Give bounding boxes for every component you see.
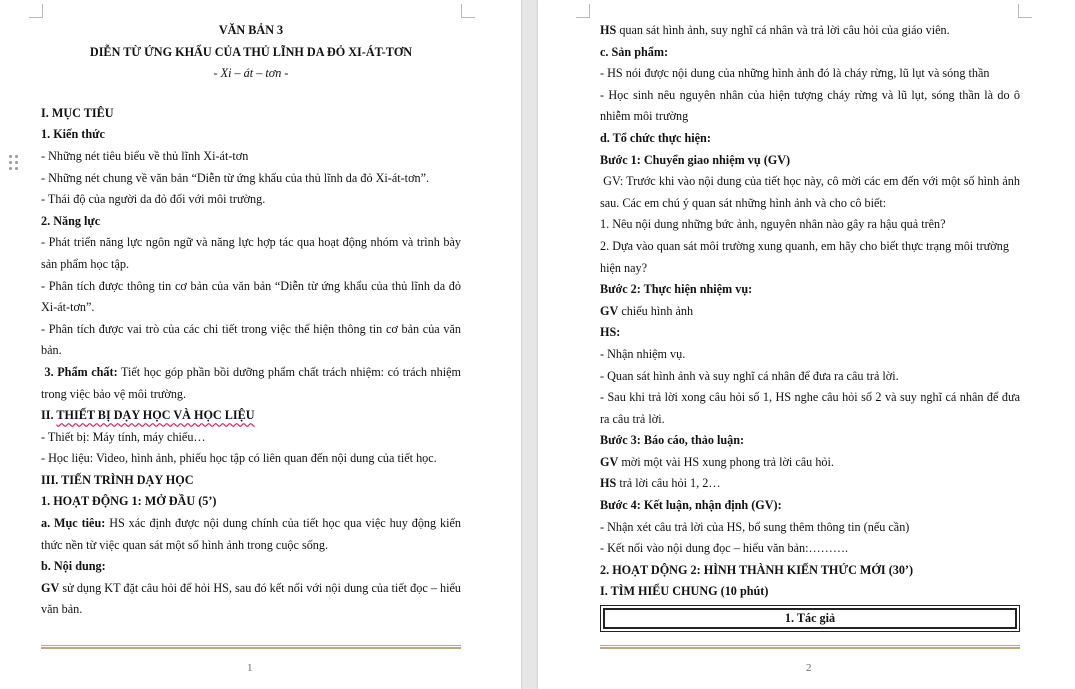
page-number: 1	[247, 662, 253, 674]
footer-divider	[41, 645, 461, 649]
paragraph: - Học sinh nêu nguyên nhân của hiện tượng cháy rừng và lũ lụt, sóng thần là do ô nhiễm môi trường	[600, 87, 1020, 124]
paragraph: - Thiết bị: Máy tính, máy chiếu…	[41, 429, 206, 444]
inline-text: sử dụng KT đặt câu hỏi để hỏi HS, sau đó kết nối với nội dung của tiết đọc – hiểu văn bản.	[41, 580, 461, 617]
inline-heading: GV	[41, 580, 60, 595]
paragraph: - Phân tích được vai trò của các chi tiết trong việc thể hiện thông tin cơ bản của văn bản.	[41, 321, 461, 358]
section-heading: I. TÌM HIỂU CHUNG (10 phút)	[600, 584, 769, 599]
paragraph: 1. Nêu nội dung những bức ảnh, nguyên nhân nào gây ra hậu quả trên?	[600, 217, 946, 232]
paragraph: - Nhận nhiệm vụ.	[600, 346, 686, 361]
inline-heading: HS	[600, 476, 617, 491]
paragraph: - Sau khi trả lời xong câu hỏi số 1, HS nghe câu hỏi số 2 và suy nghĩ cá nhân để đưa ra câu trả lời.	[600, 390, 1020, 426]
subsection-heading: d. Tổ chức thực hiện:	[600, 130, 711, 145]
inline-text: GV: Trước khi vào nội dung của tiết học này, cô mời các em đến với một số hình ảnh sau. Các em chú ý quan sát những hình ảnh và cho cô biết:	[600, 174, 1020, 210]
step-heading: Bước 2: Thực hiện nhiệm vụ:	[600, 282, 753, 297]
activity-heading: 2. HOẠT DỘNG 2: HÌNH THÀNH KIẾN THỨC MỚI (30’)	[600, 562, 914, 577]
subsection-heading: b. Nội dung:	[41, 559, 106, 574]
paragraph: - Những nét chung về văn bản “Diễn từ ứng khẩu của thủ lĩnh da đỏ Xi-át-tơn”.	[41, 170, 430, 185]
paragraph: - Quan sát hình ảnh và suy nghĩ cá nhân để đưa ra câu trả lời.	[600, 368, 899, 383]
paragraph: - Những nét tiêu biểu về thủ lĩnh Xi-át-tơn	[41, 148, 249, 163]
paragraph	[600, 171, 1020, 214]
margin-corner-mark	[29, 4, 43, 18]
paragraph	[600, 452, 1020, 474]
section-heading: III. TIẾN TRÌNH DẠY HỌC	[41, 472, 194, 487]
section-heading	[41, 405, 461, 427]
paragraph: - Kết nối vào nội dung đọc – hiểu văn bản:……….	[600, 541, 849, 556]
paragraph: - Nhận xét câu trả lời của HS, bổ sung thêm thông tin (nếu cần)	[600, 519, 910, 534]
margin-corner-mark	[1018, 4, 1032, 18]
inline-heading: GV	[600, 303, 619, 318]
margin-corner-mark	[576, 4, 590, 18]
inline-text: chiếu hình ảnh	[621, 303, 694, 318]
margin-corner-mark	[461, 4, 475, 18]
drag-handle-icon[interactable]	[9, 155, 19, 171]
document-subtitle: DIỄN TỪ ỨNG KHẨU CỦA THỦ LĨNH DA ĐỎ XI-ÁT-TƠN	[89, 44, 413, 59]
document-author: - Xi – át – tơn -	[213, 66, 289, 81]
step-heading: Bước 3: Báo cáo, thảo luận:	[600, 433, 745, 448]
paragraph	[41, 362, 461, 405]
subsection-heading: 1. Kiến thức	[41, 127, 105, 142]
document-page-1	[0, 0, 521, 689]
inline-text: HS xác định được nội dung chính của tiết học qua việc huy động kiến thức nền từ việc quan sát một số hình ảnh trong cuộc sống.	[41, 516, 461, 552]
paragraph	[600, 301, 1020, 323]
footer-divider	[600, 645, 1020, 649]
paragraph: - Phát triển năng lực ngôn ngữ và năng lực hợp tác qua hoạt động nhóm và trình bày sản phẩm học tập.	[41, 235, 461, 271]
activity-heading: 1. HOẠT ĐỘNG 1: MỞ ĐẦU (5’)	[41, 494, 217, 509]
paragraph	[41, 578, 461, 621]
paragraph	[600, 20, 1020, 42]
subsection-heading: 2. Năng lực	[41, 213, 101, 228]
inline-text: mời một vài HS xung phong trả lời câu hỏi.	[621, 454, 834, 469]
subsection-heading: c. Sản phẩm:	[600, 44, 669, 59]
inline-text: trả lời câu hỏi 1, 2…	[619, 476, 721, 491]
table-header-cell: 1. Tác giả	[603, 608, 1017, 629]
inline-heading: GV	[600, 454, 619, 469]
inline-heading: II.	[41, 408, 54, 423]
paragraph: - HS nói được nội dung của những hình ảnh đó là cháy rừng, lũ lụt và sóng thần	[600, 66, 990, 81]
misspelled-heading-text: THIẾT BỊ DẠY HỌC VÀ HỌC LIỆU	[56, 408, 255, 423]
paragraph: - Phân tích được thông tin cơ bản của văn bản “Diễn từ ứng khẩu của thủ lĩnh da đỏ Xi-át-tơn”.	[41, 278, 461, 315]
paragraph-heading: HS:	[600, 325, 621, 340]
step-heading: Bước 4: Kết luận, nhận định (GV):	[600, 498, 782, 513]
page-number: 2	[806, 662, 812, 674]
paragraph: - Học liệu: Video, hình ảnh, phiếu học tập có liên quan đến nội dung của tiết học.	[41, 451, 437, 466]
paragraph	[41, 513, 461, 556]
paragraph: - Thái độ của người da đỏ đối với môi trường.	[41, 192, 266, 207]
paragraph	[600, 473, 1020, 495]
paragraph: 2. Dựa vào quan sát môi trường xung quanh, em hãy cho biết thực trạng môi trường hiện nay?	[600, 238, 1009, 275]
document-title: VĂN BẢN 3	[218, 23, 284, 37]
inline-heading: HS	[600, 23, 617, 37]
page-2-body	[600, 20, 1020, 632]
author-table	[600, 605, 1020, 632]
inline-text: Tiết học góp phần bồi dưỡng phẩm chất trách nhiệm: có trách nhiệm trong việc bảo vệ môi trường.	[41, 364, 462, 401]
step-heading: Bước 1: Chuyển giao nhiệm vụ (GV)	[600, 152, 791, 167]
inline-text: quan sát hình ảnh, suy nghĩ cá nhân và trả lời câu hỏi của giáo viên.	[619, 23, 950, 37]
page-1-body	[41, 20, 461, 621]
inline-heading: a. Mục tiêu:	[41, 516, 106, 531]
inline-heading: 3. Phẩm chất:	[44, 364, 118, 379]
section-heading: I. MỤC TIÊU	[41, 105, 114, 120]
